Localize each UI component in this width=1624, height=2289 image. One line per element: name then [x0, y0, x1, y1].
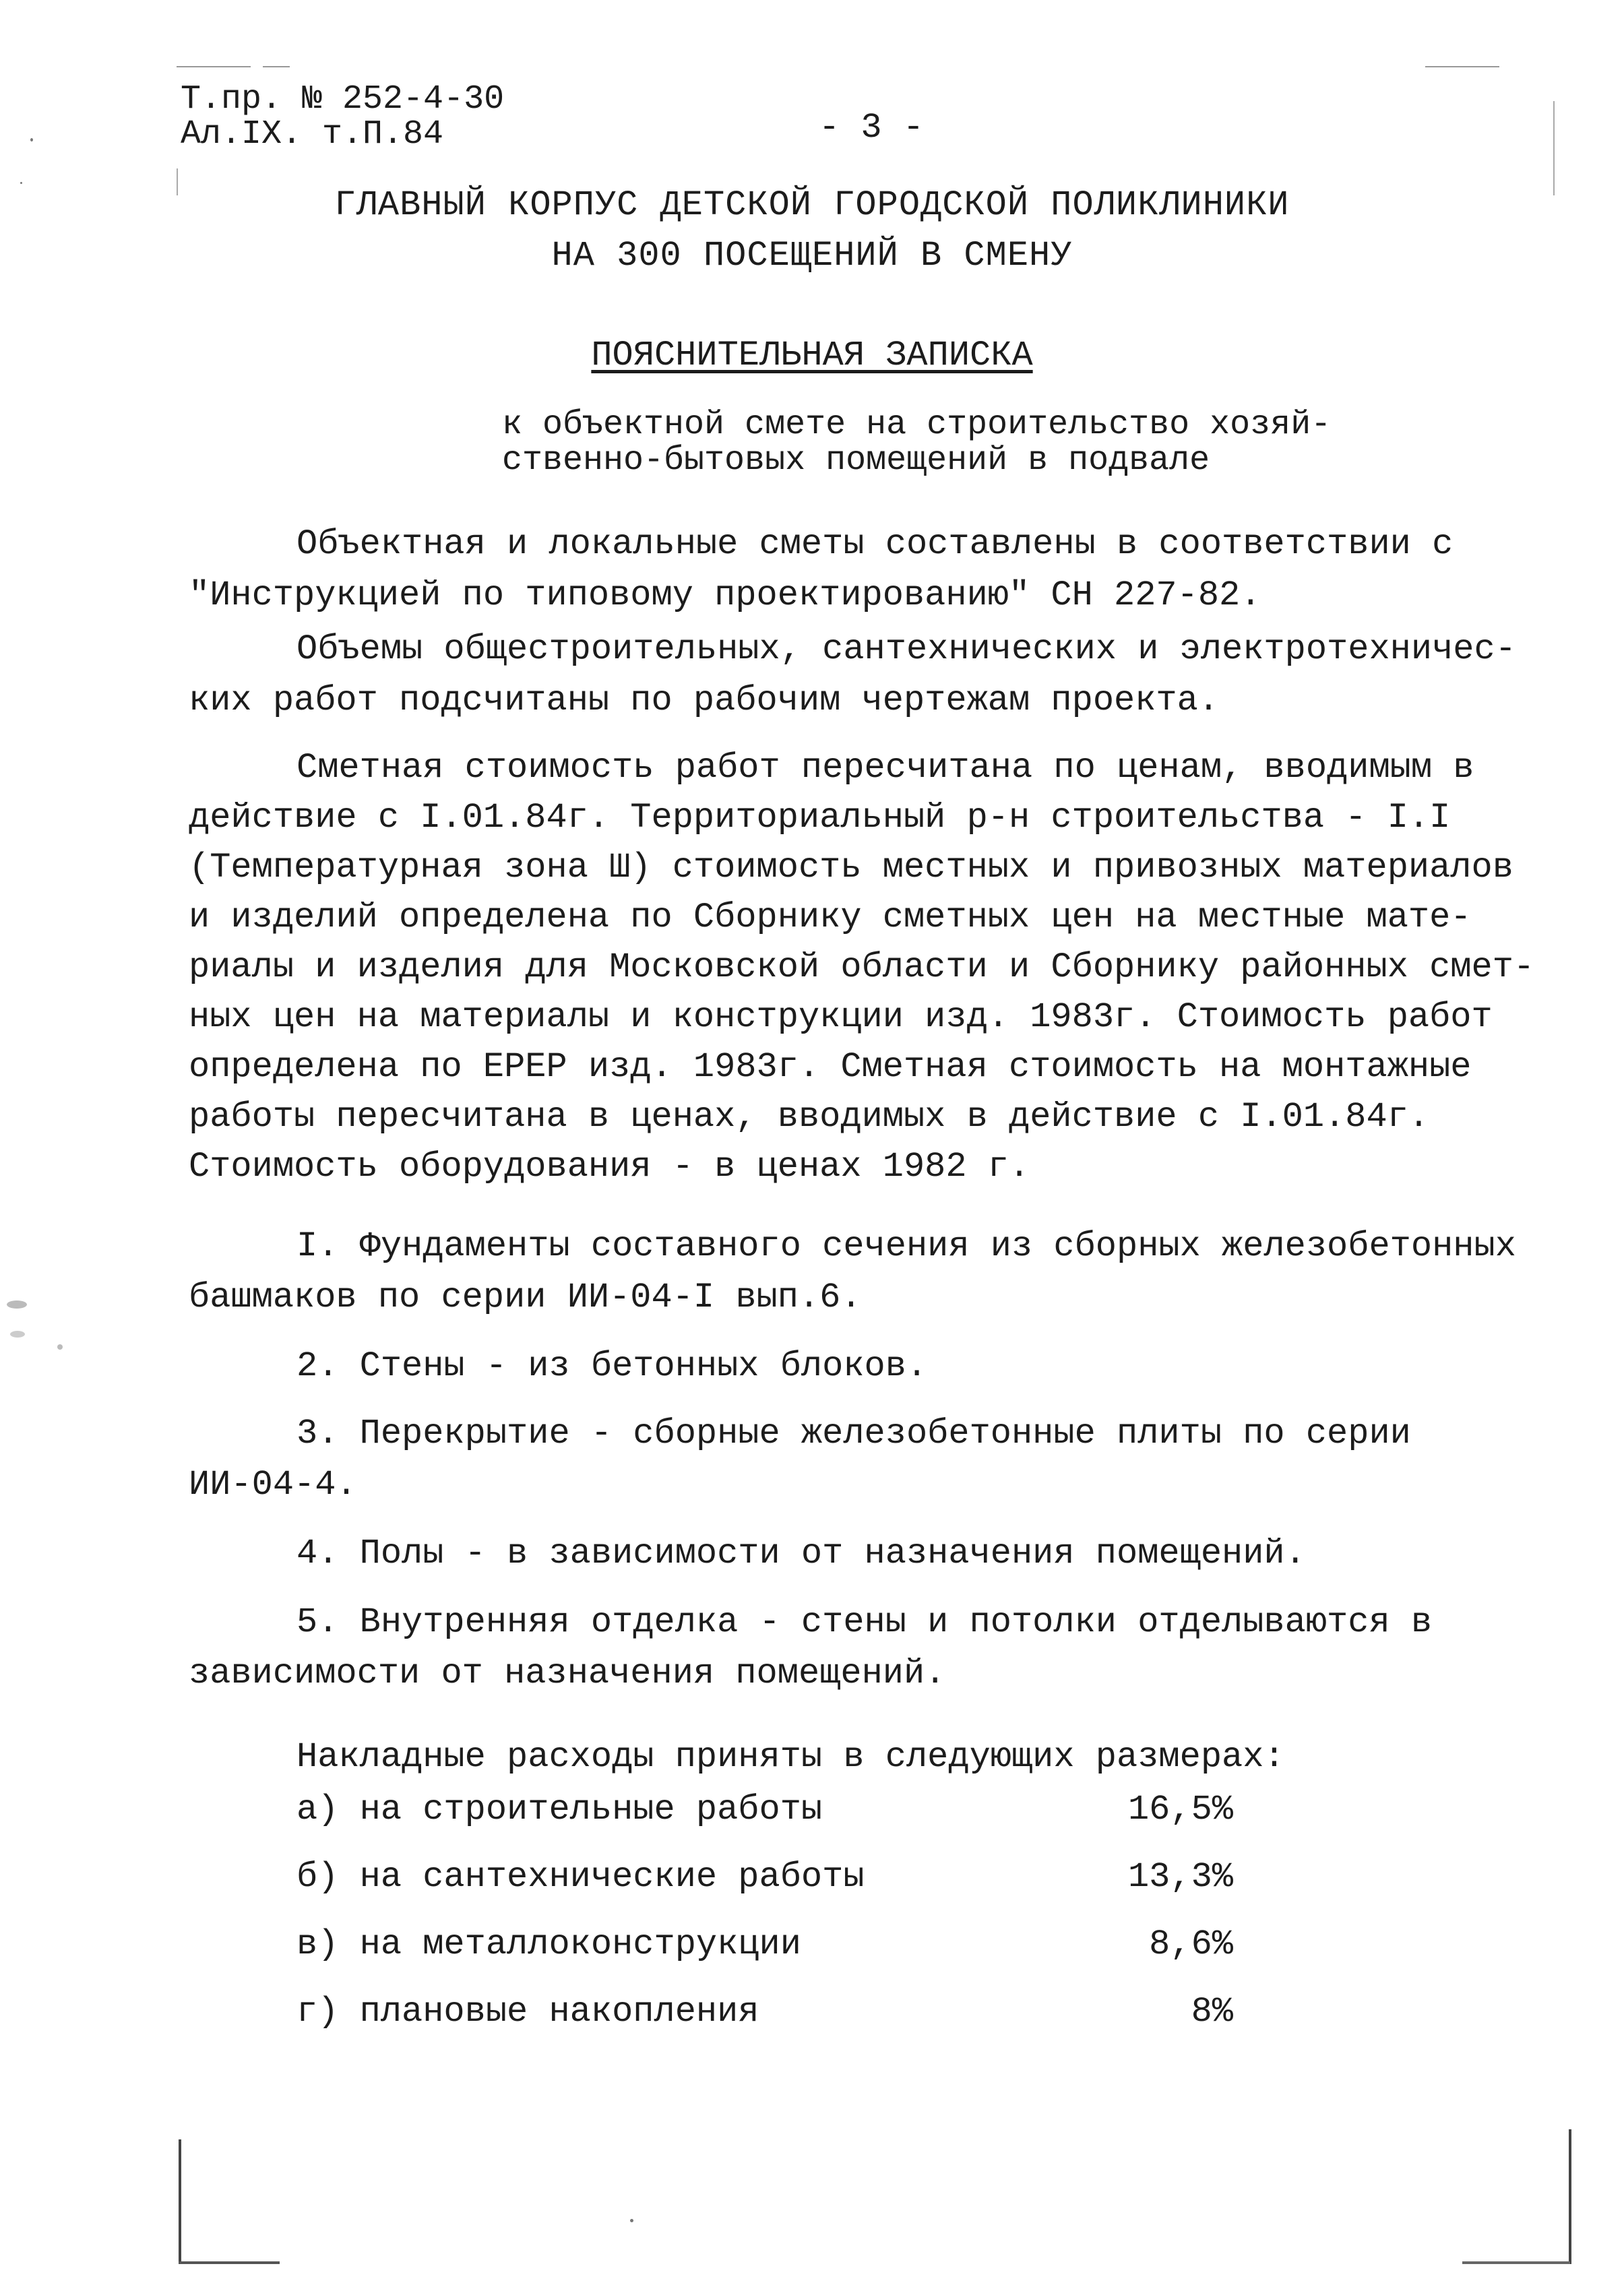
overhead-rate-value: 16,5% — [1127, 1790, 1233, 1829]
overhead-rate-label: г) плановые накопления — [296, 1992, 759, 2032]
frame-corner-right — [1569, 2129, 1571, 2264]
project-code: Т.пр. № 252-4-30 — [181, 80, 505, 119]
overheads-intro: Накладные расходы приняты в следующих размерах: — [296, 1737, 1285, 1777]
scan-mark — [263, 66, 290, 67]
list-item: 4. Полы - в зависимости от назначения помещений. — [296, 1534, 1306, 1573]
frame-bottom-left — [179, 2261, 280, 2264]
scan-speck — [630, 2219, 633, 2222]
overhead-rate-label: а) на строительные работы — [296, 1790, 823, 1829]
paragraph-line: риалы и изделия для Московской области и Сборнику районных смет- — [189, 947, 1535, 987]
scan-mark — [177, 66, 251, 67]
paragraph-line: ных цен на материалы и конструкции изд. 1983г. Стоимость работ — [189, 997, 1493, 1037]
scan-speck — [57, 1344, 63, 1350]
frame-corner-left — [179, 2139, 181, 2264]
paragraph-line: ких работ подсчитаны по рабочим чертежам проекта. — [189, 681, 1220, 720]
document-title-line-1: ГЛАВНЫЙ КОРПУС ДЕТСКОЙ ГОРОДСКОЙ ПОЛИКЛИНИКИ — [334, 185, 1290, 225]
frame-bottom-right — [1462, 2261, 1570, 2264]
page-number: - 3 - — [819, 108, 925, 148]
overhead-rate-label: в) на металлоконструкции — [296, 1924, 801, 1964]
paragraph-line: работы пересчитана в ценах, вводимых в действие с I.01.84г. — [189, 1097, 1430, 1137]
note-subtitle-line-1: к объектной смете на строительство хозяй- — [502, 406, 1332, 444]
paragraph-line: Стоимость оборудования - в ценах 1982 г. — [189, 1147, 1030, 1187]
note-heading: ПОЯСНИТЕЛЬНАЯ ЗАПИСКА — [591, 336, 1033, 375]
paragraph-line: Объемы общестроительных, сантехнических и электротехничес- — [296, 629, 1516, 669]
list-item: 2. Стены - из бетонных блоков. — [296, 1346, 928, 1386]
scan-mark — [1553, 101, 1555, 195]
scan-speck — [20, 182, 22, 184]
overhead-rate-value: 8% — [1191, 1992, 1233, 2032]
overhead-rate-label: б) на сантехнические работы — [296, 1857, 865, 1897]
list-item: 3. Перекрытие - сборные железобетонные плиты по серии — [296, 1414, 1411, 1453]
list-item: 5. Внутренняя отделка - стены и потолки отделываются в — [296, 1602, 1433, 1642]
paragraph-line: Объектная и локальные сметы составлены в соответствии с — [296, 524, 1454, 564]
list-item: зависимости от назначения помещений. — [189, 1654, 946, 1693]
paragraph-line: Сметная стоимость работ пересчитана по ценам, вводимым в — [296, 748, 1474, 788]
scan-speck — [10, 1331, 25, 1338]
paragraph-line: "Инструкцией по типовому проектированию" СН 227-82. — [189, 575, 1261, 615]
scan-speck — [30, 138, 33, 142]
document-title-line-2: НА 300 ПОСЕЩЕНИЙ В СМЕНУ — [551, 236, 1073, 276]
scan-mark — [1425, 66, 1499, 67]
scan-speck — [7, 1300, 27, 1309]
list-item: ИИ-04-4. — [189, 1465, 357, 1505]
paragraph-line: (Температурная зона Ш) стоимость местных и привозных материалов — [189, 848, 1513, 887]
note-subtitle-line-2: ственно-бытовых помещений в подвале — [502, 441, 1210, 480]
list-item: I. Фундаменты составного сечения из сборных железобетонных — [296, 1226, 1516, 1266]
paragraph-line: и изделий определена по Сборнику сметных цен на местные мате- — [189, 898, 1472, 937]
overhead-rate-value: 13,3% — [1127, 1857, 1233, 1897]
overhead-rate-value: 8,6% — [1149, 1924, 1233, 1964]
album-code: Ал.IX. т.П.84 — [181, 115, 444, 154]
paragraph-line: определена по ЕРЕР изд. 1983г. Сметная стоимость на монтажные — [189, 1047, 1472, 1087]
paragraph-line: действие с I.01.84г. Территориальный р-н строительства - I.I — [189, 798, 1451, 838]
list-item: башмаков по серии ИИ-04-I вып.6. — [189, 1278, 862, 1317]
